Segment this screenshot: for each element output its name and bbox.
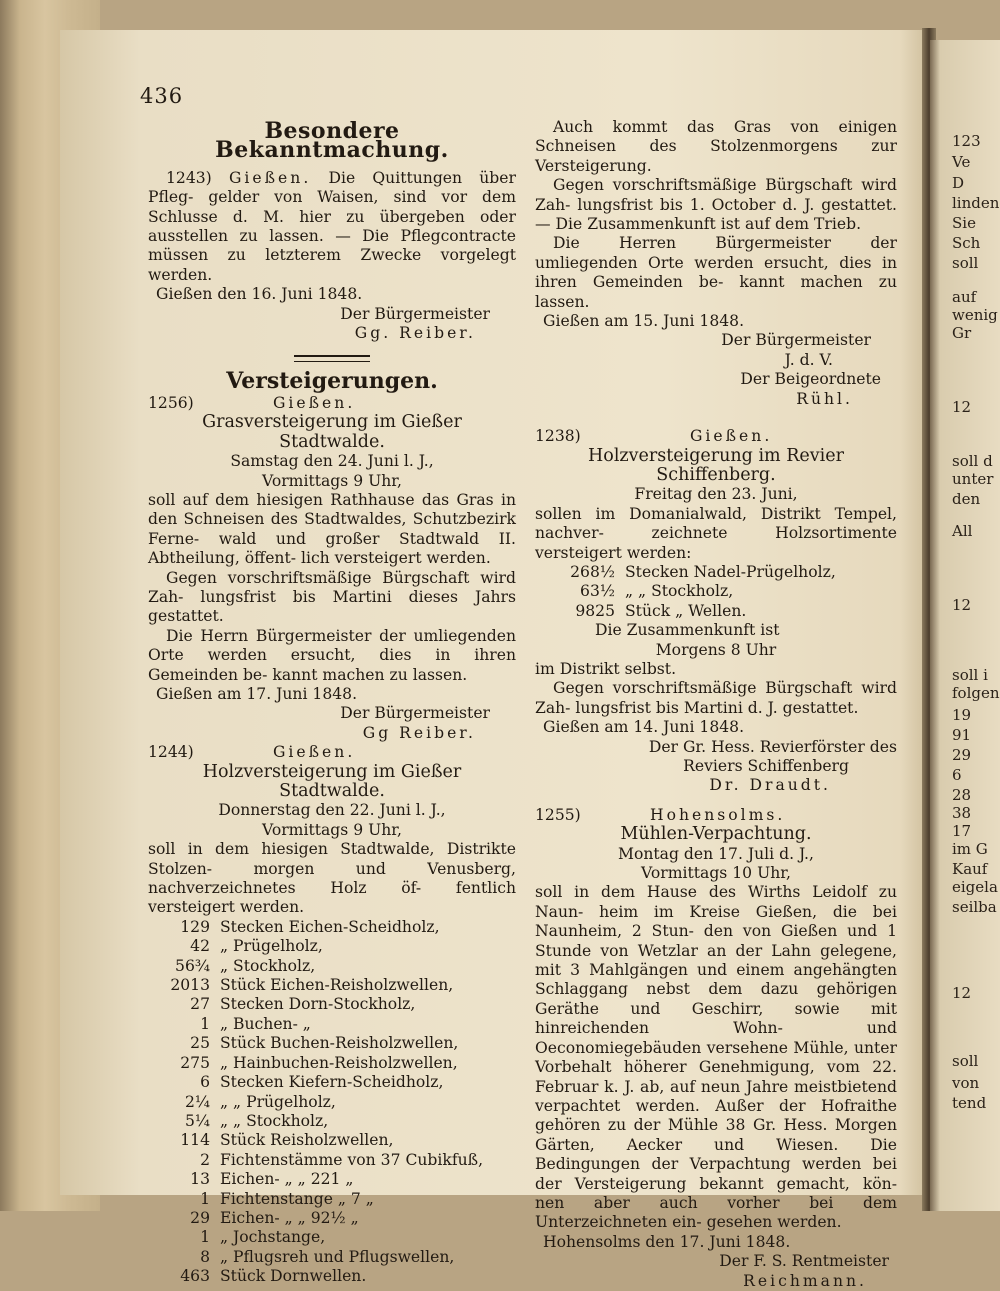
signature-title: Der Gr. Hess. Revierförster des (648, 737, 897, 756)
facing-page-fragment: im G (952, 840, 988, 858)
signature-name: Gg Reiber. (362, 723, 476, 742)
facing-page-fragment: 12 (952, 398, 972, 416)
inventory-qty: 6 (200, 1073, 210, 1092)
inventory-row (148, 957, 516, 976)
inventory-row (148, 1015, 516, 1034)
section-heading-versteigerungen: Versteigerungen. (226, 368, 438, 395)
facing-page-fragment: Sch (952, 234, 981, 252)
notice-date: Gießen am 14. Juni 1848. (543, 718, 745, 737)
inventory-row (148, 918, 516, 937)
inventory-row (148, 1170, 516, 1189)
meeting-line: Die Zusammenkunft ist (595, 621, 780, 640)
notice-day: Montag den 17. Juli d. J., (618, 844, 814, 863)
inventory-qty: 56¾ (175, 956, 210, 975)
facing-page-fragment: 17 (952, 822, 972, 840)
inventory-row (148, 995, 516, 1014)
facing-page-fragment: 38 (952, 804, 972, 822)
facing-page-fragment: Sie (952, 214, 976, 232)
inventory-desc: Stück Reisholzwellen, (220, 1131, 394, 1150)
notice-text-2: Gegen vorschriftsmäßige Bürgschaft wird Zah- lungsfrist bis Martini d. J. gestattet. (535, 679, 897, 717)
notice-day: Freitag den 23. Juni, (634, 485, 798, 504)
facing-page-fragment: tend (952, 1094, 987, 1112)
inventory-row (148, 1151, 516, 1170)
notice-place: Gießen. (272, 393, 356, 412)
notice-1255-head (535, 806, 897, 825)
inventory-row (535, 602, 897, 621)
inventory-qty: 1 (200, 1189, 210, 1208)
inventory-qty: 1 (200, 1014, 210, 1033)
notice-time: Vormittags 10 Uhr, (641, 864, 791, 883)
notice-1243 (148, 169, 516, 285)
facing-page-fragment: den (952, 490, 981, 508)
notice-time: Vormittags 9 Uhr, (262, 820, 402, 839)
facing-page-fragment: unter (952, 470, 994, 488)
signature-name: Rühl. (796, 389, 853, 408)
left-column (148, 118, 516, 1287)
facing-page-fragment: seilba (952, 898, 997, 916)
facing-page-fragment: D (952, 174, 965, 192)
facing-page-fragment: soll (952, 1052, 979, 1070)
inventory-desc: Eichen- „ „ 92½ „ (220, 1208, 359, 1227)
section-rule (294, 355, 370, 362)
inventory-qty: 2 (200, 1150, 210, 1169)
inventory-desc: Fichtenstämme von 37 Cubikfuß, (220, 1150, 484, 1169)
notice-title: Holzversteigerung im Revier Schiffenberg. (588, 445, 844, 485)
inventory-row (148, 976, 516, 995)
signature-title: Der Bürgermeister (721, 331, 871, 350)
inventory-desc: Eichen- „ „ 221 „ (220, 1170, 354, 1189)
notice-text: soll auf dem hiesigen Rathhause das Gras in den Schneisen des Stadtwaldes, Schutzbezirk Ferne- wald und großer Stadtwald II. Abtheilung, öffent- lich versteigert werden. (148, 490, 516, 568)
notice-date: Gießen am 17. Juni 1848. (156, 684, 358, 703)
facing-page-fragment: 12 (952, 596, 972, 614)
facing-page-fragment: Kauf (952, 860, 988, 878)
inventory-desc: „ Prügelholz, (220, 937, 323, 956)
notice-date: Gießen den 16. Juni 1848. (156, 285, 363, 304)
meeting-place: im Distrikt selbst. (535, 659, 677, 678)
inventory-qty: 9825 (575, 601, 615, 620)
signature-title: Der Bürgermeister (340, 704, 490, 723)
inventory-qty: 29 (190, 1208, 210, 1227)
facing-page-fragment: 28 (952, 786, 972, 804)
inventory-row (148, 937, 516, 956)
inventory-row (148, 1112, 516, 1131)
inventory-desc: „ Hainbuchen-Reisholzwellen, (220, 1053, 458, 1072)
facing-page-fragment: Ve (952, 153, 971, 171)
inventory-desc: „ Stockholz, (220, 956, 316, 975)
inventory-row (535, 563, 897, 582)
notice-day: Donnerstag den 22. Juni l. J., (218, 801, 446, 820)
facing-page-fragment: All (952, 522, 973, 540)
facing-page-fragment: soll i (952, 666, 988, 684)
notice-title: Grasversteigerung im Gießer Stadtwalde. (202, 412, 462, 452)
notice-date: Gießen am 15. Juni 1848. (543, 312, 745, 331)
notice-text-3: Die Herrn Bürgermeister der umliegenden Orte werden ersucht, dies in ihren Gemeinden be- kannt machen zu lassen. (148, 626, 516, 684)
facing-page-fragment: 6 (952, 766, 962, 784)
inventory-qty: 463 (180, 1267, 210, 1286)
inventory-row (148, 1267, 516, 1286)
facing-page-fragment: linden (952, 194, 1000, 212)
inventory-desc: „ „ Stockholz, (625, 582, 734, 601)
wood-inventory-list (535, 563, 897, 621)
inventory-desc: Stück Eichen-Reisholzwellen, (220, 976, 454, 995)
inventory-desc: Stecken Nadel-Prügelholz, (625, 562, 836, 581)
inventory-row (148, 1034, 516, 1053)
continued-text-3: Die Herren Bürgermeister der umliegenden Orte werden ersucht, dies in ihren Gemeinden be- kannt machen zu lassen. (535, 234, 897, 311)
inventory-row (148, 1190, 516, 1209)
inventory-desc: Stecken Kiefern-Scheidholz, (220, 1073, 444, 1092)
signature-name: Reichmann. (743, 1271, 867, 1290)
facing-page-fragment: Gr (952, 324, 972, 342)
notice-text: sollen im Domanialwald, Distrikt Tempel, nachver- zeichnete Holzsortimente versteigert werden: (535, 504, 897, 562)
notice-number: 1256) (148, 393, 194, 412)
right-column (535, 118, 897, 1291)
continued-text-2: Gegen vorschriftsmäßige Bürgschaft wird Zah- lungsfrist bis 1. October d. J. gestattet. — Die Zusammenkunft ist auf dem Trieb. (535, 176, 897, 234)
notice-text: soll in dem Hause des Wirths Leidolf zu Naun- heim im Kreise Gießen, die bei Naunheim, 2 Stun- den von Gießen und 1 Stunde von Wetzlar an der Lahn gelegene, mit 3 Mahlgängen und einem angehängten Schlaggang nebst dem dazu gehörigen Geräthe und Geschirr, sowie mit hinreichenden Wohn- und Oeconomiegebäuden versehene Mühle, unter Vorbehalt höherer Genehmigung, vom 22. Februar k. J. ab, auf neun Jahre meistbietend verpachtet werden. Außer der Hofraithe gehören zu der Mühle 38 Gr. Hess. Morgen Gärten, Aecker und Wiesen. Die Bedingungen der Verpachtung werden bei der Versteigerung bekannt gemacht, kön- nen aber auch vorher bei dem Unterzeichneten ein- gesehen werden. (535, 883, 897, 1232)
notice-date: Hohensolms den 17. Juni 1848. (543, 1232, 791, 1251)
inventory-row (148, 1209, 516, 1228)
facing-page-fragment: 12 (952, 984, 972, 1002)
inventory-qty: 42 (190, 937, 210, 956)
inventory-row (148, 1248, 516, 1267)
notice-1244-head (148, 743, 516, 762)
signature-title: Der F. S. Rentmeister (719, 1252, 889, 1271)
notice-day: Samstag den 24. Juni l. J., (230, 452, 434, 471)
signature-line: Reviers Schiffenberg (683, 757, 849, 775)
facing-page-fragment: 29 (952, 746, 972, 764)
facing-page-fragment: folgen (952, 684, 1000, 702)
facing-page-fragment: eigela (952, 878, 998, 896)
inventory-desc: Stecken Dorn-Stockholz, (220, 995, 416, 1014)
notice-title: Holzversteigerung im Gießer Stadtwalde. (202, 761, 462, 801)
heading-besondere-bekanntmachung: Besondere Bekanntmachung. (215, 118, 449, 164)
inventory-row (535, 582, 897, 601)
inventory-row (148, 1054, 516, 1073)
inventory-qty: 5¼ (184, 1111, 210, 1130)
inventory-qty: 268½ (570, 562, 615, 581)
inventory-qty: 2¼ (184, 1092, 210, 1111)
inventory-row (148, 1093, 516, 1112)
signature-title: Der Bürgermeister (340, 304, 490, 323)
facing-page-fragment: von (952, 1074, 980, 1092)
inventory-desc: „ Pflugsreh und Pflugswellen, (220, 1247, 455, 1266)
inventory-qty: 1 (200, 1228, 210, 1247)
notice-number: 1238) (535, 427, 581, 446)
inventory-row (148, 1131, 516, 1150)
signature-line: J. d. V. (784, 350, 833, 369)
inventory-qty: 27 (190, 995, 210, 1014)
inventory-desc: „ Buchen- „ (220, 1014, 311, 1033)
inventory-desc: „ Jochstange, (220, 1228, 326, 1247)
inventory-row (148, 1073, 516, 1092)
notice-title: Mühlen-Verpachtung. (620, 824, 812, 845)
notice-1256-head (148, 394, 516, 413)
inventory-desc: Stück Buchen-Reisholzwellen, (220, 1034, 459, 1053)
inventory-qty: 2013 (170, 976, 210, 995)
inventory-desc: „ „ Prügelholz, (220, 1092, 336, 1111)
page-number: 436 (140, 84, 184, 108)
inventory-qty: 114 (180, 1131, 210, 1150)
notice-place: Gießen. (228, 168, 312, 187)
notice-place: Gießen. (689, 427, 773, 446)
continued-text: Auch kommt das Gras von einigen Schneisen des Stolzenmorgens zur Versteigerung. (535, 118, 897, 175)
meeting-time: Morgens 8 Uhr (655, 640, 777, 659)
notice-place: Hohensolms. (649, 805, 786, 824)
facing-page-fragment: auf (952, 288, 977, 306)
notice-place: Gießen. (272, 743, 356, 762)
notice-time: Vormittags 9 Uhr, (262, 471, 402, 490)
inventory-qty: 129 (180, 917, 210, 936)
inventory-desc: Stück „ Wellen. (625, 601, 747, 620)
notice-text: soll in dem hiesigen Stadtwalde, Distrikte Stolzen- morgen und Venusberg, nachverzeichnetes Holz öf- fentlich versteigert werden. (148, 840, 516, 917)
notice-number: 1244) (148, 743, 194, 762)
inventory-desc: Fichtenstange „ 7 „ (220, 1189, 374, 1208)
notice-text-2: Gegen vorschriftsmäßige Bürgschaft wird Zah- lungsfrist bis Martini dieses Jahrs gestattet. (148, 568, 516, 626)
facing-page-fragment: soll (952, 254, 979, 272)
facing-page-fragment: wenig (952, 306, 998, 324)
notice-number: 1255) (535, 805, 581, 824)
notice-number: 1243) (166, 168, 212, 187)
facing-page-fragment: soll d (952, 452, 993, 470)
facing-page-fragment: 19 (952, 706, 972, 724)
notice-text: Die Quittungen über Pfleg- gelder von Waisen, sind vor dem Schlusse d. M. hier zu übergeben oder ausstellen zu lassen. — Die Pflegcontracte müssen zu letzterem Zwecke vorgelegt werden. (148, 168, 516, 284)
signature-name: Gg. Reiber. (354, 324, 476, 343)
inventory-desc: „ „ Stockholz, (220, 1111, 329, 1130)
inventory-desc: Stecken Eichen-Scheidholz, (220, 917, 440, 936)
inventory-qty: 8 (200, 1247, 210, 1266)
facing-page-fragment: 91 (952, 726, 972, 744)
signature-name: Dr. Draudt. (709, 776, 831, 795)
inventory-qty: 13 (190, 1170, 210, 1189)
inventory-qty: 63½ (580, 582, 615, 601)
inventory-qty: 25 (190, 1034, 210, 1053)
wood-inventory-list (148, 918, 516, 1287)
notice-1238-head (535, 427, 897, 446)
inventory-qty: 275 (180, 1053, 210, 1072)
inventory-row (148, 1228, 516, 1247)
facing-page-fragment: 123 (952, 132, 981, 150)
inventory-desc: Stück Dornwellen. (220, 1267, 367, 1286)
signature-title-2: Der Beigeordnete (740, 370, 881, 389)
